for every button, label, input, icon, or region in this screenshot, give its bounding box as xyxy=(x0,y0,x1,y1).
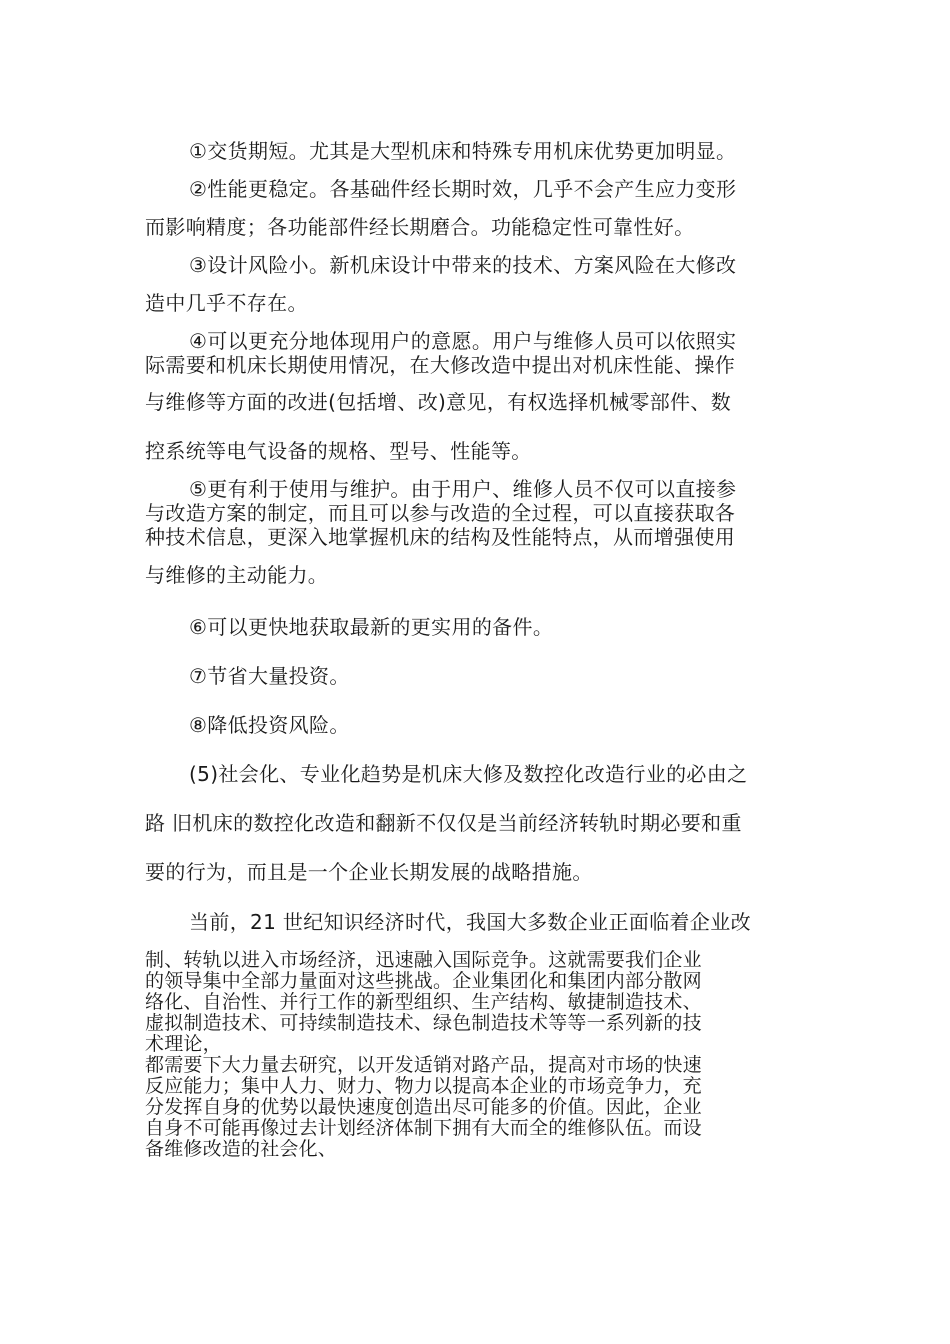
text-line: (5)社会化、专业化趋势是机床大修及数控化改造行业的必由之 xyxy=(189,762,748,786)
text-line: ⑤更有利于使用与维护。由于用户、维修人员不仅可以直接参 xyxy=(189,477,737,501)
text-line: 备维修改造的社会化、 xyxy=(145,1138,338,1160)
text-line: 虚拟制造技术、可持续制造技术、绿色制造技术等等一系列新的技 xyxy=(145,1012,702,1034)
text-line: 与维修等方面的改进(包括增、改)意见，有权选择机械零部件、数 xyxy=(145,390,732,414)
text-line: 都需要下大力量去研究，以开发适销对路产品，提高对市场的快速 xyxy=(145,1054,702,1076)
text-line: 际需要和机床长期使用情况，在大修改造中提出对机床性能、操作 xyxy=(145,353,736,377)
text-line: 控系统等电气设备的规格、型号、性能等。 xyxy=(145,439,532,463)
text-line: 路 旧机床的数控化改造和翻新不仅仅是当前经济转轨时期必要和重 xyxy=(145,811,742,835)
text-line: ⑥可以更快地获取最新的更实用的备件。 xyxy=(189,615,554,639)
text-line: 而影响精度；各功能部件经长期磨合。功能稳定性可靠性好。 xyxy=(145,215,695,239)
text-line: ④可以更充分地体现用户的意愿。用户与维修人员可以依照实 xyxy=(189,329,737,353)
text-line: 自身不可能再像过去计划经济体制下拥有大而全的维修队伍。而设 xyxy=(145,1117,702,1139)
text-line: ⑦节省大量投资。 xyxy=(189,664,350,688)
text-line: 反应能力；集中人力、财力、物力以提高本企业的市场竞争力，充 xyxy=(145,1075,702,1097)
text-line: 与改造方案的制定，而且可以参与改造的全过程，可以直接获取各 xyxy=(145,501,736,525)
text-line: ③设计风险小。新机床设计中带来的技术、方案风险在大修改 xyxy=(189,253,737,277)
text-line: ①交货期短。尤其是大型机床和特殊专用机床优势更加明显。 xyxy=(189,139,737,163)
text-line: 要的行为，而且是一个企业长期发展的战略措施。 xyxy=(145,860,593,884)
text-line: 络化、自治性、并行工作的新型组织、生产结构、敏捷制造技术、 xyxy=(145,991,702,1013)
text-line: 分发挥自身的优势以最快速度创造出尽可能多的价值。因此，企业 xyxy=(145,1096,702,1118)
text-line: 与维修的主动能力。 xyxy=(145,563,329,587)
text-line: 种技术信息，更深入地掌握机床的结构及性能特点，从而增强使用 xyxy=(145,525,736,549)
text-line: 的领导集中全部力量面对这些挑战。企业集团化和集团内部分散网 xyxy=(145,970,702,992)
text-line: ②性能更稳定。各基础件经长期时效，几乎不会产生应力变形 xyxy=(189,177,737,201)
text-line: ⑧降低投资风险。 xyxy=(189,713,350,737)
text-line: 术理论， xyxy=(145,1033,222,1055)
text-line: 制、转轨以进入市场经济，迅速融入国际竞争。这就需要我们企业 xyxy=(145,949,702,971)
text-line: 当前，21 世纪知识经济时代，我国大多数企业正面临着企业改 xyxy=(189,910,751,934)
text-line: 造中几乎不存在。 xyxy=(145,291,308,315)
